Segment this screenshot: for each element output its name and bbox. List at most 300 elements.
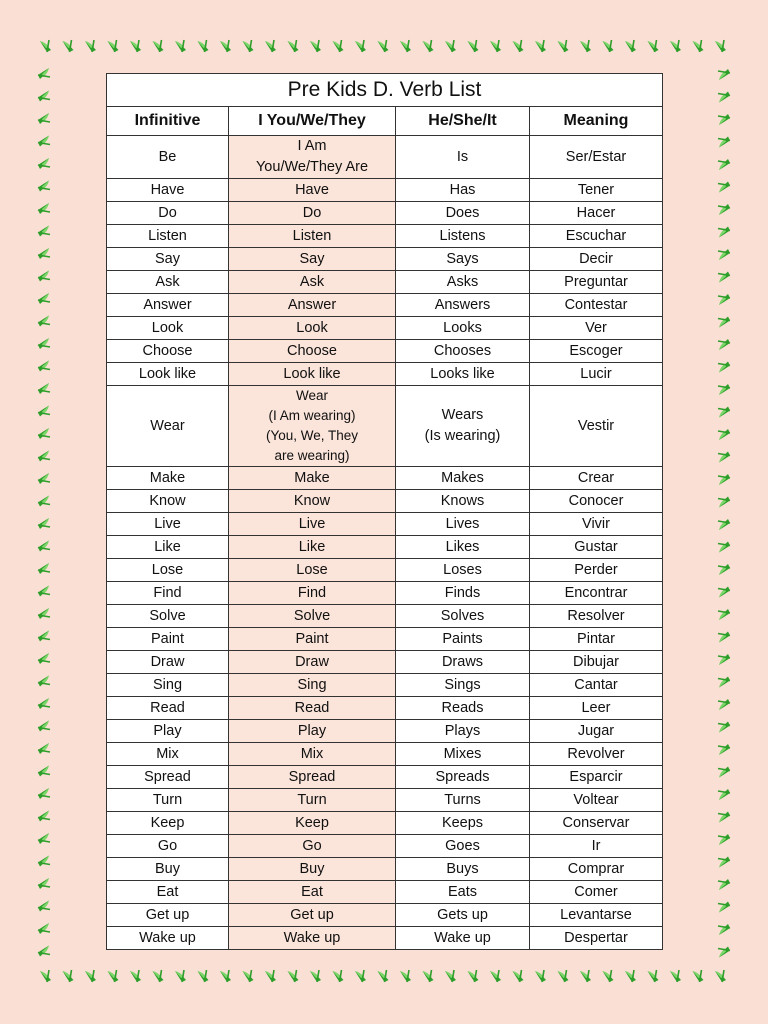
cell-text: Eat xyxy=(156,884,179,900)
leaf-sprig-icon xyxy=(175,970,186,982)
cell-text: Asks xyxy=(446,274,479,290)
table-row xyxy=(107,674,663,697)
singular-form-cell xyxy=(396,248,530,271)
leaf-sprig-icon xyxy=(490,970,501,982)
plural-form-cell xyxy=(229,605,396,628)
leaf-sprig-icon xyxy=(513,970,524,982)
meaning-cell xyxy=(530,927,663,950)
plural-form-cell xyxy=(229,202,396,225)
meaning-cell xyxy=(530,386,663,467)
meaning-cell xyxy=(530,835,663,858)
cell-text: Get up xyxy=(145,907,190,923)
plural-form-cell xyxy=(229,927,396,950)
plural-form-cell xyxy=(229,271,396,294)
cell-text: Solves xyxy=(440,608,485,624)
cell-text: Knows xyxy=(440,493,485,509)
cell-text: Lives xyxy=(445,516,480,532)
infinitive-cell xyxy=(107,743,229,766)
plural-form-cell xyxy=(229,720,396,743)
header-infinitive: Infinitive xyxy=(107,107,229,136)
leaf-sprig-icon xyxy=(38,856,50,867)
table-row xyxy=(107,720,663,743)
cell-text: Make xyxy=(149,470,186,486)
infinitive-cell xyxy=(107,225,229,248)
leaf-sprig-icon xyxy=(38,226,50,237)
leaf-sprig-icon xyxy=(718,339,730,350)
leaf-sprig-icon xyxy=(38,361,50,372)
cell-text: Keep xyxy=(150,815,185,831)
leaf-sprig-icon xyxy=(718,767,730,778)
leaf-sprig-icon xyxy=(38,181,50,192)
singular-form-cell xyxy=(396,363,530,386)
leaf-sprig-icon xyxy=(38,608,50,619)
cell-text: Ask xyxy=(155,274,180,290)
meaning-cell xyxy=(530,225,663,248)
meaning-cell xyxy=(530,248,663,271)
cell-text: Ir xyxy=(591,838,601,854)
infinitive-cell xyxy=(107,582,229,605)
cell-text: Play xyxy=(297,723,327,739)
singular-form-cell xyxy=(396,294,530,317)
cell-text: Leer xyxy=(581,700,611,716)
cell-text: Voltear xyxy=(573,792,619,808)
cell-text: Know xyxy=(149,493,186,509)
cell-text: Dibujar xyxy=(573,654,619,670)
cell-text: Gustar xyxy=(574,539,618,555)
plural-form-cell xyxy=(229,559,396,582)
cell-text: Know xyxy=(293,493,331,509)
leaf-sprig-icon xyxy=(130,40,141,52)
leaf-sprig-icon xyxy=(693,970,704,982)
cell-text: (Is wearing) xyxy=(424,428,501,444)
meaning-cell xyxy=(530,881,663,904)
infinitive-cell xyxy=(107,363,229,386)
cell-text: Conocer xyxy=(568,493,624,509)
cell-text: Esparcir xyxy=(569,769,623,785)
infinitive-cell xyxy=(107,812,229,835)
cell-text: Despertar xyxy=(564,930,628,946)
leaf-sprig-icon xyxy=(445,970,456,982)
cell-text: Reads xyxy=(441,700,484,716)
header-row xyxy=(107,107,663,136)
leaf-sprig-icon xyxy=(130,970,141,982)
meaning-cell xyxy=(530,904,663,927)
leaf-sprig-icon xyxy=(63,40,74,52)
header-he-she-it: He/She/It xyxy=(396,107,530,136)
cell-text: Do xyxy=(158,205,177,221)
leaf-sprig-icon xyxy=(85,40,96,52)
leaf-sprig-icon xyxy=(718,249,730,260)
cell-text: Chooses xyxy=(433,343,492,359)
infinitive-cell xyxy=(107,179,229,202)
leaf-sprig-icon xyxy=(715,40,726,52)
leaf-sprig-icon xyxy=(198,40,209,52)
cell-text: Is xyxy=(456,149,469,165)
cell-text: Eats xyxy=(447,884,477,900)
leaf-sprig-icon xyxy=(718,429,730,440)
leaf-sprig-icon xyxy=(718,362,730,373)
cell-text: Paint xyxy=(295,631,329,647)
leaf-sprig-icon xyxy=(38,518,50,529)
leaf-sprig-icon xyxy=(38,563,50,574)
meaning-cell xyxy=(530,340,663,363)
leaf-sprig-icon xyxy=(355,40,366,52)
leaf-sprig-icon xyxy=(38,496,50,507)
singular-form-cell xyxy=(396,766,530,789)
leaf-sprig-icon xyxy=(718,744,730,755)
cell-text: Look xyxy=(151,320,184,336)
cell-text: Do xyxy=(302,205,322,221)
cell-text: Loses xyxy=(443,562,482,578)
singular-form-cell xyxy=(396,559,530,582)
plural-form-cell xyxy=(229,904,396,927)
infinitive-cell xyxy=(107,697,229,720)
leaf-sprig-icon xyxy=(423,40,434,52)
singular-form-cell xyxy=(396,628,530,651)
cell-text: Draws xyxy=(441,654,484,670)
leaf-sprig-icon xyxy=(265,40,276,52)
cell-text: Turns xyxy=(444,792,481,808)
cell-text: Keeps xyxy=(441,815,484,831)
leaf-sprig-icon xyxy=(718,204,730,215)
cell-text: (You, We, They xyxy=(265,428,359,443)
leaf-sprig-icon xyxy=(603,40,614,52)
cell-text: Paints xyxy=(442,631,483,647)
table-row xyxy=(107,651,663,674)
leaf-sprig-icon xyxy=(310,40,321,52)
leaf-sprig-icon xyxy=(718,137,730,148)
plural-form-cell xyxy=(229,766,396,789)
plural-form-cell xyxy=(229,743,396,766)
table-row xyxy=(107,225,663,248)
leaf-sprig-icon xyxy=(153,40,164,52)
cell-text: Get up xyxy=(290,907,334,923)
singular-form-cell xyxy=(396,720,530,743)
leaf-sprig-icon xyxy=(38,788,50,799)
leaf-sprig-icon xyxy=(718,812,730,823)
table-row xyxy=(107,248,663,271)
infinitive-cell xyxy=(107,202,229,225)
leaf-sprig-icon xyxy=(333,40,344,52)
table-row xyxy=(107,605,663,628)
cell-text: Say xyxy=(299,251,325,267)
leaf-sprig-icon xyxy=(718,519,730,530)
verb-list-table xyxy=(106,73,663,950)
cell-text: Encontrar xyxy=(564,585,628,601)
table-row xyxy=(107,812,663,835)
cell-text: Eat xyxy=(301,884,323,900)
cell-text: Listens xyxy=(439,228,486,244)
leaf-sprig-icon xyxy=(38,698,50,709)
leaf-sprig-icon xyxy=(580,970,591,982)
infinitive-cell xyxy=(107,766,229,789)
meaning-cell xyxy=(530,628,663,651)
cell-text: Decir xyxy=(579,251,613,267)
meaning-cell xyxy=(530,202,663,225)
meaning-cell xyxy=(530,317,663,340)
cell-text: Sing xyxy=(297,677,327,693)
cell-text: Draw xyxy=(295,654,329,670)
plural-form-cell xyxy=(229,513,396,536)
cell-text: Answer xyxy=(287,297,337,313)
infinitive-cell xyxy=(107,513,229,536)
cell-text: Tener xyxy=(577,182,615,198)
cell-text: Find xyxy=(297,585,327,601)
cell-text: Have xyxy=(295,182,329,198)
cell-text: Conservar xyxy=(562,815,630,831)
table-row xyxy=(107,904,663,927)
meaning-cell xyxy=(530,812,663,835)
table-row xyxy=(107,743,663,766)
plural-form-cell xyxy=(229,674,396,697)
leaf-sprig-icon xyxy=(108,40,119,52)
meaning-cell xyxy=(530,697,663,720)
leaf-sprig-icon xyxy=(718,924,730,935)
meaning-cell xyxy=(530,363,663,386)
infinitive-cell xyxy=(107,294,229,317)
singular-form-cell xyxy=(396,789,530,812)
leaf-sprig-icon xyxy=(468,40,479,52)
leaf-sprig-icon xyxy=(220,40,231,52)
singular-form-cell xyxy=(396,225,530,248)
cell-text: Wake up xyxy=(139,930,196,946)
meaning-cell xyxy=(530,467,663,490)
plural-form-cell xyxy=(229,248,396,271)
leaf-sprig-icon xyxy=(63,970,74,982)
cell-text: Sing xyxy=(152,677,183,693)
cell-text: Lose xyxy=(296,562,328,578)
cell-text: Solve xyxy=(293,608,331,624)
cell-text: Escuchar xyxy=(565,228,627,244)
cell-text: Read xyxy=(150,700,185,716)
leaf-sprig-icon xyxy=(580,40,591,52)
cell-text: Choose xyxy=(142,343,193,359)
infinitive-cell xyxy=(107,490,229,513)
leaf-sprig-icon xyxy=(718,564,730,575)
leaf-sprig-icon xyxy=(38,721,50,732)
cell-text: Live xyxy=(298,516,326,532)
cell-text: Revolver xyxy=(567,746,625,762)
leaf-sprig-icon xyxy=(718,474,730,485)
leaf-sprig-icon xyxy=(333,970,344,982)
leaf-sprig-icon xyxy=(718,227,730,238)
header-i-you-we-they: I You/We/They xyxy=(229,107,396,136)
meaning-cell xyxy=(530,766,663,789)
cell-text: Finds xyxy=(444,585,481,601)
singular-form-cell xyxy=(396,202,530,225)
cell-text: Comprar xyxy=(567,861,625,877)
leaf-sprig-icon xyxy=(468,970,479,982)
table-row xyxy=(107,536,663,559)
leaf-sprig-icon xyxy=(355,970,366,982)
table-row xyxy=(107,294,663,317)
cell-text: Buy xyxy=(155,861,180,877)
leaf-sprig-icon xyxy=(625,40,636,52)
plural-form-cell xyxy=(229,136,396,179)
plural-form-cell xyxy=(229,363,396,386)
table-row xyxy=(107,559,663,582)
cell-text: Have xyxy=(150,182,185,198)
meaning-cell xyxy=(530,605,663,628)
leaf-sprig-icon xyxy=(718,902,730,913)
meaning-cell xyxy=(530,513,663,536)
leaf-sprig-icon xyxy=(85,970,96,982)
cell-text: Looks like xyxy=(430,366,495,382)
leaf-sprig-icon xyxy=(718,632,730,643)
plural-form-cell xyxy=(229,697,396,720)
plural-form-cell xyxy=(229,835,396,858)
singular-form-cell xyxy=(396,812,530,835)
leaf-sprig-icon xyxy=(718,294,730,305)
meaning-cell xyxy=(530,294,663,317)
plural-form-cell xyxy=(229,340,396,363)
leaf-sprig-icon xyxy=(38,811,50,822)
leaf-sprig-icon xyxy=(38,158,50,169)
cell-text: Likes xyxy=(445,539,480,555)
table-row xyxy=(107,271,663,294)
leaf-sprig-icon xyxy=(38,653,50,664)
cell-text: Perder xyxy=(574,562,618,578)
infinitive-cell xyxy=(107,674,229,697)
cell-text: Jugar xyxy=(577,723,615,739)
leaf-sprig-icon xyxy=(38,473,50,484)
cell-text: Goes xyxy=(445,838,480,854)
leaf-sprig-icon xyxy=(718,947,730,958)
leaf-sprig-icon xyxy=(718,542,730,553)
table-row xyxy=(107,490,663,513)
cell-text: Looks xyxy=(443,320,482,336)
cell-text: Look like xyxy=(138,366,197,382)
leaf-sprig-icon xyxy=(718,272,730,283)
leaf-sprig-icon xyxy=(38,293,50,304)
singular-form-cell xyxy=(396,536,530,559)
leaf-sprig-icon xyxy=(718,114,730,125)
cell-text: Escoger xyxy=(569,343,623,359)
cell-text: Comer xyxy=(574,884,618,900)
table-row xyxy=(107,697,663,720)
leaf-sprig-icon xyxy=(535,40,546,52)
infinitive-cell xyxy=(107,835,229,858)
leaf-sprig-icon xyxy=(445,40,456,52)
singular-form-cell xyxy=(396,743,530,766)
cell-text: Look xyxy=(296,320,328,336)
leaf-sprig-icon xyxy=(718,654,730,665)
leaf-sprig-icon xyxy=(38,428,50,439)
meaning-cell xyxy=(530,720,663,743)
cell-text: Says xyxy=(446,251,479,267)
cell-text: Mix xyxy=(156,746,179,762)
plural-form-cell xyxy=(229,651,396,674)
cell-text: Go xyxy=(302,838,322,854)
cell-text: Makes xyxy=(441,470,484,486)
cell-text: Hacer xyxy=(576,205,616,221)
leaf-sprig-icon xyxy=(38,406,50,417)
singular-form-cell xyxy=(396,136,530,179)
infinitive-cell xyxy=(107,136,229,179)
cell-text: Mixes xyxy=(443,746,482,762)
cell-text: Spread xyxy=(288,769,336,785)
leaf-sprig-icon xyxy=(693,40,704,52)
table-row xyxy=(107,881,663,904)
leaf-sprig-icon xyxy=(378,970,389,982)
cell-text: Answer xyxy=(143,297,192,313)
infinitive-cell xyxy=(107,605,229,628)
leaf-sprig-icon xyxy=(718,722,730,733)
cell-text: Wake up xyxy=(283,930,341,946)
cell-text: Look like xyxy=(283,366,341,382)
cell-text: Wake up xyxy=(434,930,491,946)
cell-text: are wearing) xyxy=(274,448,350,463)
leaf-sprig-icon xyxy=(38,541,50,552)
cell-text: Turn xyxy=(152,792,183,808)
leaf-sprig-icon xyxy=(38,878,50,889)
leaf-sprig-icon xyxy=(38,248,50,259)
leaf-sprig-icon xyxy=(288,970,299,982)
cell-text: Buys xyxy=(446,861,479,877)
leaf-sprig-icon xyxy=(378,40,389,52)
leaf-sprig-icon xyxy=(243,970,254,982)
plural-form-cell xyxy=(229,467,396,490)
singular-form-cell xyxy=(396,340,530,363)
plural-form-cell xyxy=(229,789,396,812)
leaf-sprig-icon xyxy=(38,316,50,327)
table-row xyxy=(107,789,663,812)
cell-text: Spread xyxy=(144,769,191,785)
plural-form-cell xyxy=(229,490,396,513)
infinitive-cell xyxy=(107,317,229,340)
cell-text: Lucir xyxy=(580,366,612,382)
singular-form-cell xyxy=(396,605,530,628)
cell-text: Wear xyxy=(150,418,185,434)
leaf-sprig-icon xyxy=(718,857,730,868)
leaf-sprig-icon xyxy=(603,970,614,982)
singular-form-cell xyxy=(396,835,530,858)
cell-text: Vivir xyxy=(582,516,610,532)
leaf-sprig-icon xyxy=(423,970,434,982)
infinitive-cell xyxy=(107,467,229,490)
singular-form-cell xyxy=(396,467,530,490)
infinitive-cell xyxy=(107,927,229,950)
leaf-sprig-icon xyxy=(38,586,50,597)
leaf-sprig-icon xyxy=(153,970,164,982)
cell-text: Spreads xyxy=(435,769,490,785)
leaf-sprig-icon xyxy=(718,677,730,688)
cell-text: Like xyxy=(154,539,181,555)
cell-text: Ser/Estar xyxy=(565,149,627,165)
cell-text: Cantar xyxy=(574,677,618,693)
cell-text: Crear xyxy=(577,470,615,486)
cell-text: Turn xyxy=(297,792,327,808)
leaf-sprig-icon xyxy=(40,970,51,982)
singular-form-cell xyxy=(396,674,530,697)
leaf-sprig-icon xyxy=(38,923,50,934)
leaf-sprig-icon xyxy=(718,587,730,598)
cell-text: (I Am wearing) xyxy=(268,408,356,423)
meaning-cell xyxy=(530,559,663,582)
leaf-sprig-icon xyxy=(243,40,254,52)
leaf-sprig-icon xyxy=(625,970,636,982)
plural-form-cell xyxy=(229,179,396,202)
leaf-sprig-icon xyxy=(718,789,730,800)
leaf-sprig-icon xyxy=(198,970,209,982)
cell-text: Preguntar xyxy=(564,274,628,290)
plural-form-cell xyxy=(229,386,396,467)
plural-form-cell xyxy=(229,225,396,248)
leaf-sprig-icon xyxy=(535,970,546,982)
table-row xyxy=(107,386,663,467)
cell-text: Wear xyxy=(295,388,328,403)
meaning-cell xyxy=(530,271,663,294)
